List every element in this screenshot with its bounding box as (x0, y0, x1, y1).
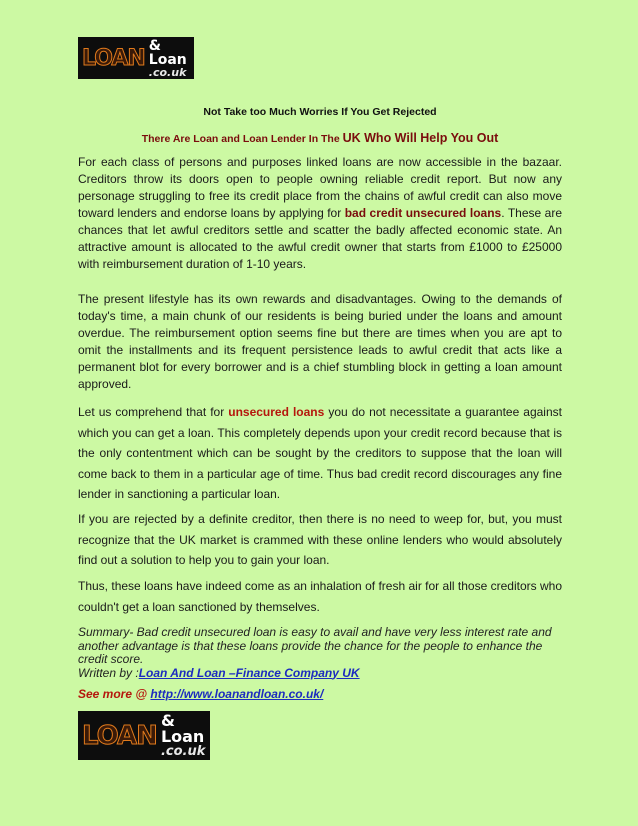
unsecured-loans-link[interactable]: unsecured loans (228, 405, 325, 419)
paragraph-1 (78, 154, 562, 273)
document-subtitle (78, 131, 562, 145)
summary-block (78, 626, 562, 680)
company-logo-bottom (78, 711, 210, 760)
paragraph-1-text-a: For each class of persons and purposes linked loans are now accessible in the bazaar. Creditors throw its doors open to people owning reliable credit report. But now any personage struggling to free its credit place from the chains of awful credit can also move toward lenders and endorse loans by applying for (78, 155, 562, 220)
logo-main-text: LOAN (82, 45, 145, 71)
paragraph-3-text-a: Let us comprehend that for (78, 405, 229, 419)
logo-domain-text: .co.uk (160, 744, 206, 759)
logo-amp-text: & Loan (148, 37, 187, 68)
paragraph-4: If you are rejected by a definite creditor, then there is no need to weep for, but, you must recognize that the UK market is crammed with these online lenders who would absolutely find out a solution to help you to gain your loan. (78, 512, 562, 567)
written-by-label: Written by : (78, 665, 139, 680)
paragraph-2: The present lifestyle has its own rewards and disadvantages. Owing to the demands of today's time, a main chunk of our residents is being buried under the loans and amount overdue. The reimbursement option seems fine but there are times when you are apt to omit the installments and its frequent persistence leads to awful credit that acts like a permanent blot for every borrower and is a chief stumbling block in getting a loan amount approved. (78, 292, 562, 391)
paragraph-5: Thus, these loans have indeed come as an inhalation of fresh air for all those creditors who couldn't get a loan sanctioned by themselves. (78, 579, 562, 614)
see-more-label: See more @ (78, 687, 151, 701)
company-logo-top (78, 37, 194, 79)
logo-domain-text: .co.uk (148, 65, 187, 79)
paragraph-3 (78, 402, 562, 505)
see-more-line (78, 687, 323, 701)
subtitle-part2: UK Who Will Help You Out (342, 131, 499, 145)
logo-main-text: LOAN (82, 720, 157, 751)
paragraph-1-text-b: . These are chances that let awful creditors settle and scatter the badly affected economic state. An attractive amount is allocated to the awful credit owner that starts from £1000 to £25000 with reimbursement duration of 1-10 years. (78, 206, 563, 271)
subtitle-part1: There Are Loan and Loan Lender In The (141, 133, 343, 145)
website-link[interactable]: http://www.loanandloan.co.uk/ (150, 687, 324, 701)
bad-credit-unsecured-loans-link[interactable]: bad credit unsecured loans (344, 206, 502, 220)
logo-amp-text: & Loan (160, 711, 205, 746)
paragraph-3-text-b: you do not necessitate a guarantee against which you can get a loan. This completely depends upon your credit record because that is the only contentment which can be sought by the creditors to suppose that the loan will come back to them in a particular age of time. Thus bad credit record discourages any fine lender in sanctioning a particular loan. (78, 405, 562, 501)
summary-text: Summary- Bad credit unsecured loan is easy to avail and have very less interest rate and another advantage is that these loans provide the chance for the people to enhance the credit score. (78, 625, 552, 666)
document-title: Not Take too Much Worries If You Get Rejected (203, 106, 437, 118)
author-link[interactable]: Loan And Loan –Finance Company UK (138, 665, 360, 680)
